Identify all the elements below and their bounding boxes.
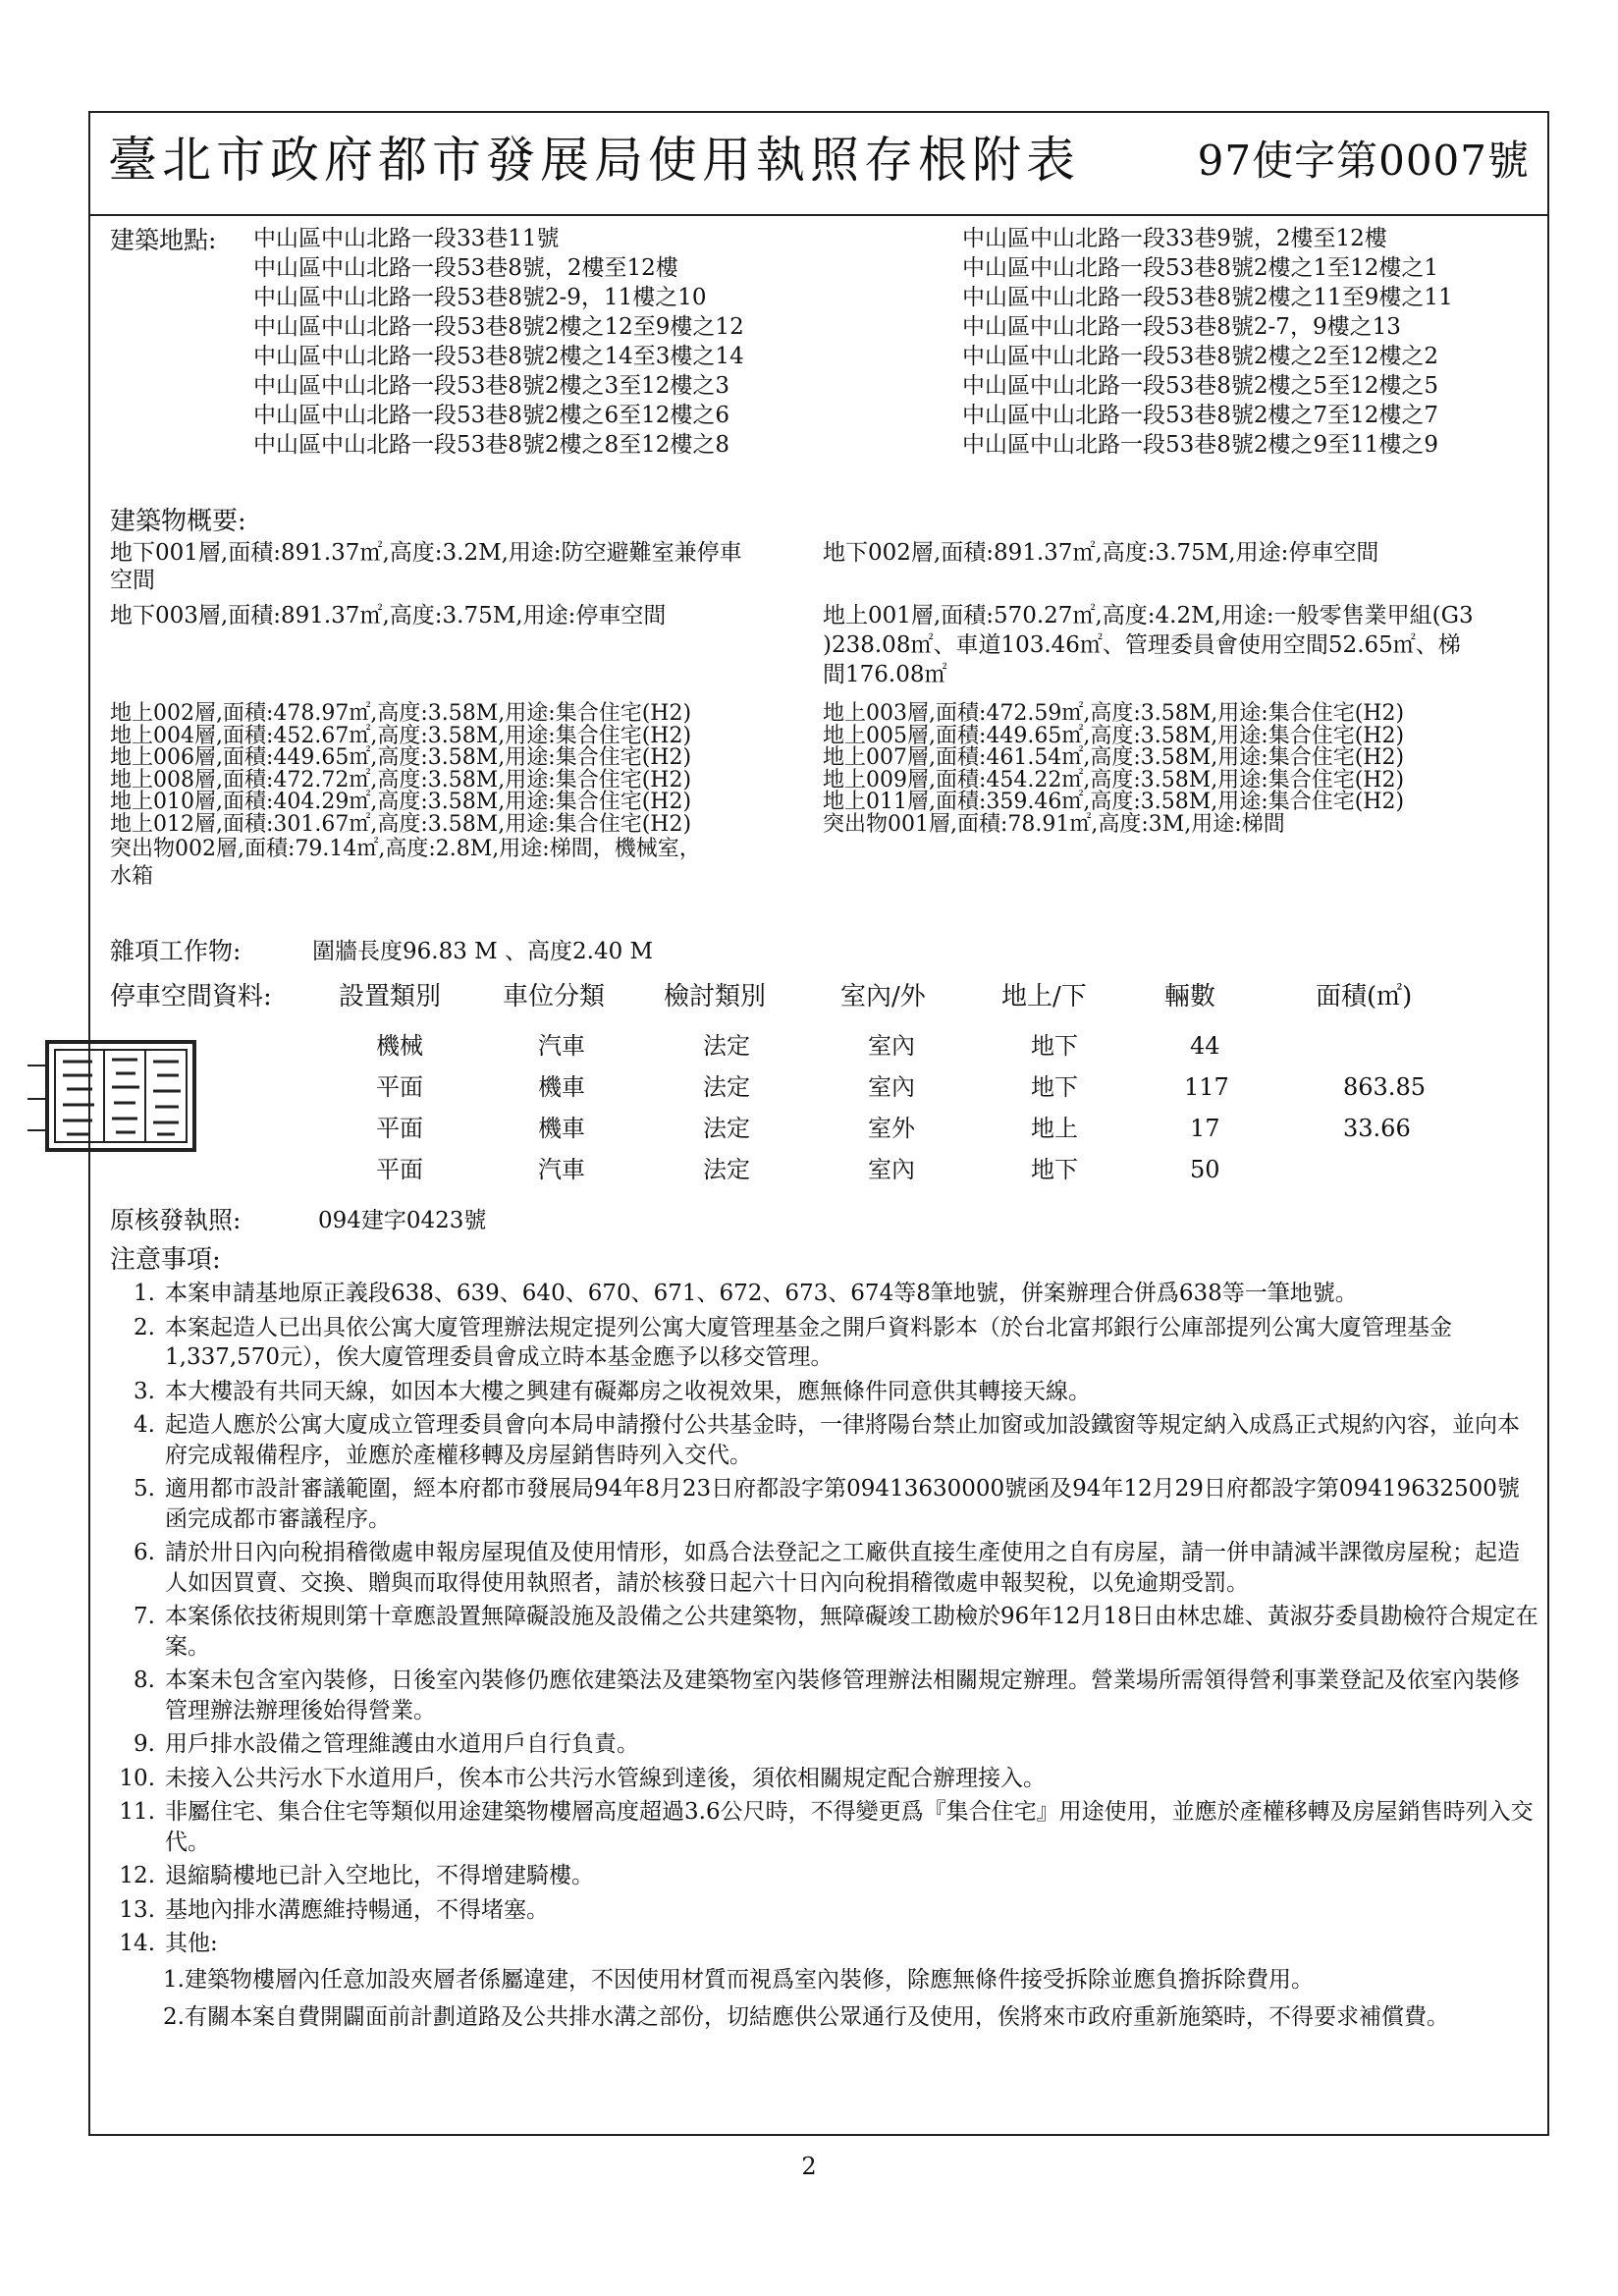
note-number: 3. <box>134 1378 155 1404</box>
floor-line: 地上012層,面積:301.67㎡,高度:3.58M,用途:集合住宅(H2) <box>110 811 692 837</box>
floor-line: 地上003層,面積:472.59㎡,高度:3.58M,用途:集合住宅(H2) <box>823 701 1405 726</box>
floor-line: 突出物001層,面積:78.91㎡,高度:3M,用途:梯間 <box>823 811 1285 837</box>
parking-header: 檢討類別 <box>664 982 767 1011</box>
floors-left <box>110 703 701 892</box>
parking-cell: 室內 <box>868 1032 915 1060</box>
site-label: 建築地點: <box>110 226 217 254</box>
parking-header: 車位分類 <box>503 982 606 1011</box>
note-text: 用戶排水設備之管理維護由水道用戶自行負責。 <box>165 1731 639 1757</box>
address-line: 中山區中山北路一段53巷8號2樓之7至12樓之7 <box>962 403 1439 428</box>
floor-line: 間176.08㎡ <box>823 662 947 687</box>
parking-cell: 地下 <box>1031 1073 1078 1101</box>
site-addresses-left <box>253 224 744 460</box>
header-divider <box>88 214 1549 216</box>
note-item <box>106 1602 1539 1662</box>
note-number: 4. <box>134 1412 155 1438</box>
floor-line: 地上006層,面積:449.65㎡,高度:3.58M,用途:集合住宅(H2) <box>110 745 692 770</box>
notes-label: 注意事項: <box>110 1245 221 1275</box>
floor-b3: 地下003層,面積:891.37㎡,高度:3.75M,用途:停車空間 <box>110 603 667 629</box>
address-line: 中山區中山北路一段53巷8號2-7，9樓之13 <box>962 314 1401 340</box>
note-text: 未接入公共污水下水道用戶，俟本市公共污水管線到達後，須依相關規定配合辦理接入。 <box>165 1765 1046 1791</box>
note-item <box>106 1764 1539 1794</box>
note-text: 本案起造人已出具依公寓大廈管理辦法規定提列公寓大廈管理基金之開戶資料影本（於台北富邦銀行公庫部提列公寓大廈管理基金1,337,570元），俟大廈管理委員會成立時本基金應予以移交管理。 <box>165 1314 1452 1370</box>
parking-cell: 室內 <box>868 1156 915 1183</box>
floor-line: 地上008層,面積:472.72㎡,高度:3.58M,用途:集合住宅(H2) <box>110 767 692 793</box>
note-text: 其他: <box>165 1931 218 1956</box>
floor-b2: 地下002層,面積:891.37㎡,高度:3.75M,用途:停車空間 <box>823 540 1379 566</box>
parking-cell: 平面 <box>376 1156 423 1183</box>
sub-note: 1.建築物樓層內任意加設夾層者係屬違建，不因使用材質而視爲室內裝修，除應無條件接受拆除並應負擔拆除費用。 <box>163 1966 1314 1993</box>
floor-line: 地上010層,面積:404.29㎡,高度:3.58M,用途:集合住宅(H2) <box>110 790 692 814</box>
note-item <box>106 1377 1539 1407</box>
floor-line: 突出物002層,面積:79.14㎡,高度:2.8M,用途:梯間，機械室， <box>110 837 701 861</box>
parking-cell: 機車 <box>538 1073 585 1101</box>
parking-cell: 平面 <box>376 1115 423 1142</box>
note-text: 本案未包含室內裝修，日後室內裝修仍應依建築法及建築物室內裝修管理辦法相關規定辦理。營業場所需領得營利事業登記及依室內裝修管理辦法辦理後始得營業。 <box>165 1667 1520 1723</box>
parking-header: 地上/下 <box>1001 982 1087 1011</box>
floor-line: 水箱 <box>110 864 154 889</box>
parking-cell: 汽車 <box>538 1156 585 1183</box>
note-text: 適用都市設計審議範圍，經本府都市發展局94年8月23日府都設字第09413630000號函及94年12月29日府都設字第09419632500號函完成都市審議程序。 <box>165 1476 1520 1532</box>
parking-cell: 地下 <box>1031 1032 1078 1060</box>
floor-line: 地上007層,面積:461.54㎡,高度:3.58M,用途:集合住宅(H2) <box>823 745 1405 770</box>
address-line: 中山區中山北路一段53巷8號2樓之8至12樓之8 <box>253 432 730 458</box>
address-line: 中山區中山北路一段53巷8號2樓之6至12樓之6 <box>253 403 730 428</box>
parking-cell: 機械 <box>376 1032 423 1060</box>
original-license-value: 094建字0423號 <box>318 1208 487 1233</box>
note-number: 8. <box>134 1667 155 1693</box>
address-line: 中山區中山北路一段33巷11號 <box>253 226 560 251</box>
page-number: 2 <box>801 2153 817 2180</box>
note-number: 11. <box>119 1799 155 1825</box>
address-line: 中山區中山北路一段33巷9號，2樓至12樓 <box>962 226 1387 251</box>
parking-label: 停車空間資料: <box>110 982 272 1011</box>
parking-cell: 地下 <box>1031 1156 1078 1183</box>
official-seal-stamp <box>27 1036 202 1156</box>
floor-line: 地上001層,面積:570.27㎡,高度:4.2M,用途:一般零售業甲組(G3 <box>823 603 1474 629</box>
note-item <box>106 1313 1539 1373</box>
parking-cell: 地上 <box>1031 1115 1078 1142</box>
permit-number: 97使字第0007號 <box>1197 137 1530 185</box>
note-item <box>106 1729 1539 1760</box>
note-number: 7. <box>134 1604 155 1629</box>
parking-cell: 法定 <box>703 1115 750 1142</box>
parking-cell: 33.66 <box>1343 1115 1411 1142</box>
floors-right <box>823 703 1404 836</box>
note-number: 9. <box>134 1731 155 1757</box>
parking-cell: 平面 <box>376 1073 423 1101</box>
floor-line: 地上002層,面積:478.97㎡,高度:3.58M,用途:集合住宅(H2) <box>110 701 692 726</box>
address-line: 中山區中山北路一段53巷8號2樓之12至9樓之12 <box>253 314 744 340</box>
note-item <box>106 1538 1539 1598</box>
note-number: 13. <box>119 1896 155 1923</box>
address-line: 中山區中山北路一段53巷8號2-9，11樓之10 <box>253 285 707 310</box>
floor-line: 地上005層,面積:449.65㎡,高度:3.58M,用途:集合住宅(H2) <box>823 723 1405 748</box>
parking-cell: 室內 <box>868 1073 915 1101</box>
note-number: 5. <box>134 1476 155 1502</box>
floor-1f <box>823 601 1474 689</box>
parking-header: 輛數 <box>1164 982 1216 1011</box>
note-text: 退縮騎樓地已計入空地比，不得增建騎樓。 <box>165 1863 594 1888</box>
note-text: 本大樓設有共同天線，如因本大樓之興建有礙鄰房之收視效果，應無條件同意供其轉接天線。 <box>165 1378 1091 1404</box>
note-text: 請於卅日內向稅捐稽徵處申報房屋現值及使用情形，如爲合法登記之工廠供直接生產使用之自有房屋，請一併申請減半課徵房屋稅；起造人如因買賣、交換、贈與而取得使用執照者，請於核發日起六十日內向稅捐稽徵處申報契稅，以免逾期受罰。 <box>165 1540 1520 1596</box>
floor-line: 地上004層,面積:452.67㎡,高度:3.58M,用途:集合住宅(H2) <box>110 723 692 748</box>
parking-cell: 法定 <box>703 1032 750 1060</box>
parking-cell: 117 <box>1184 1073 1229 1101</box>
parking-cell: 50 <box>1190 1156 1220 1183</box>
address-line: 中山區中山北路一段53巷8號，2樓至12樓 <box>253 255 678 281</box>
misc-label: 雜項工作物: <box>110 937 242 965</box>
note-number: 12. <box>119 1863 155 1888</box>
note-number: 14. <box>119 1931 155 1956</box>
address-line: 中山區中山北路一段53巷8號2樓之2至12樓之2 <box>962 344 1439 369</box>
note-number: 6. <box>134 1540 155 1565</box>
note-text: 本案申請基地原正義段638、639、640、670、671、672、673、674等8筆地號，併案辦理合併爲638等一筆地號。 <box>165 1281 1358 1306</box>
floor-b1-cont: 空間 <box>110 568 155 593</box>
note-text: 本案係依技術規則第十章應設置無障礙設施及設備之公共建築物，無障礙竣工勘檢於96年12月18日由林忠雄、黃淑芬委員勘檢符合規定在案。 <box>165 1604 1538 1660</box>
note-number: 1. <box>134 1281 155 1306</box>
note-item <box>106 1474 1539 1534</box>
address-line: 中山區中山北路一段53巷8號2樓之3至12樓之3 <box>253 373 730 399</box>
address-line: 中山區中山北路一段53巷8號2樓之1至12樓之1 <box>962 255 1439 281</box>
original-license-label: 原核發執照: <box>110 1206 242 1234</box>
parking-cell: 17 <box>1190 1115 1220 1142</box>
address-line: 中山區中山北路一段53巷8號2樓之14至3樓之14 <box>253 344 744 369</box>
note-item <box>106 1279 1539 1309</box>
parking-cell: 法定 <box>703 1073 750 1101</box>
note-number: 10. <box>119 1765 155 1791</box>
address-line: 中山區中山北路一段53巷8號2樓之11至9樓之11 <box>962 285 1453 310</box>
note-item <box>106 1861 1539 1891</box>
notes-list <box>106 1279 1539 2041</box>
parking-cell: 室外 <box>868 1115 915 1142</box>
site-addresses-right <box>962 224 1453 460</box>
note-item <box>106 1410 1539 1470</box>
note-text: 起造人應於公寓大廈成立管理委員會向本局申請撥付公共基金時，一律將陽台禁止加窗或加設鐵窗等規定納入成爲正式規約內容，並向本府完成報備程序，並應於產權移轉及房屋銷售時列入交代。 <box>165 1412 1520 1468</box>
parking-cell: 汽車 <box>538 1032 585 1060</box>
parking-header: 設置類別 <box>339 982 442 1011</box>
document-title: 臺北市政府都市發展局使用執照存根附表 <box>108 132 1080 189</box>
address-line: 中山區中山北路一段53巷8號2樓之5至12樓之5 <box>962 373 1439 399</box>
note-item <box>106 1797 1539 1857</box>
floor-line: 地上011層,面積:359.46㎡,高度:3.58M,用途:集合住宅(H2) <box>823 790 1405 814</box>
building-label: 建築物概要: <box>110 507 246 536</box>
sub-note: 2.有關本案自費開闢面前計劃道路及公共排水溝之部份，切結應供公眾通行及使用，俟將來市政府重新施築時，不得要求補償費。 <box>163 2004 1449 2030</box>
parking-cell: 機車 <box>538 1115 585 1142</box>
parking-cell: 863.85 <box>1343 1073 1426 1101</box>
note-item <box>106 1666 1539 1725</box>
parking-cell: 法定 <box>703 1156 750 1183</box>
note-number: 2. <box>134 1314 155 1340</box>
note-item <box>106 1895 1539 1926</box>
misc-value: 圍牆長度96.83 M 、高度2.40 M <box>312 939 654 964</box>
floor-b1: 地下001層,面積:891.37㎡,高度:3.2M,用途:防空避難室兼停車 <box>110 540 742 566</box>
note-item <box>106 1929 1539 1959</box>
parking-cell: 44 <box>1190 1032 1220 1060</box>
note-text: 非屬住宅、集合住宅等類似用途建築物樓層高度超過3.6公尺時，不得變更爲『集合住宅』用途使用，並應於產權移轉及房屋銷售時列入交代。 <box>165 1799 1534 1855</box>
note-text: 基地內排水溝應維持暢通，不得堵塞。 <box>165 1896 549 1923</box>
address-line: 中山區中山北路一段53巷8號2樓之9至11樓之9 <box>962 432 1439 458</box>
parking-header: 面積(㎡) <box>1316 982 1413 1011</box>
floor-line: 地上009層,面積:454.22㎡,高度:3.58M,用途:集合住宅(H2) <box>823 767 1405 793</box>
floor-line: )238.08㎡、車道103.46㎡、管理委員會使用空間52.65㎡、梯 <box>823 632 1461 658</box>
parking-header: 室內/外 <box>840 982 926 1011</box>
